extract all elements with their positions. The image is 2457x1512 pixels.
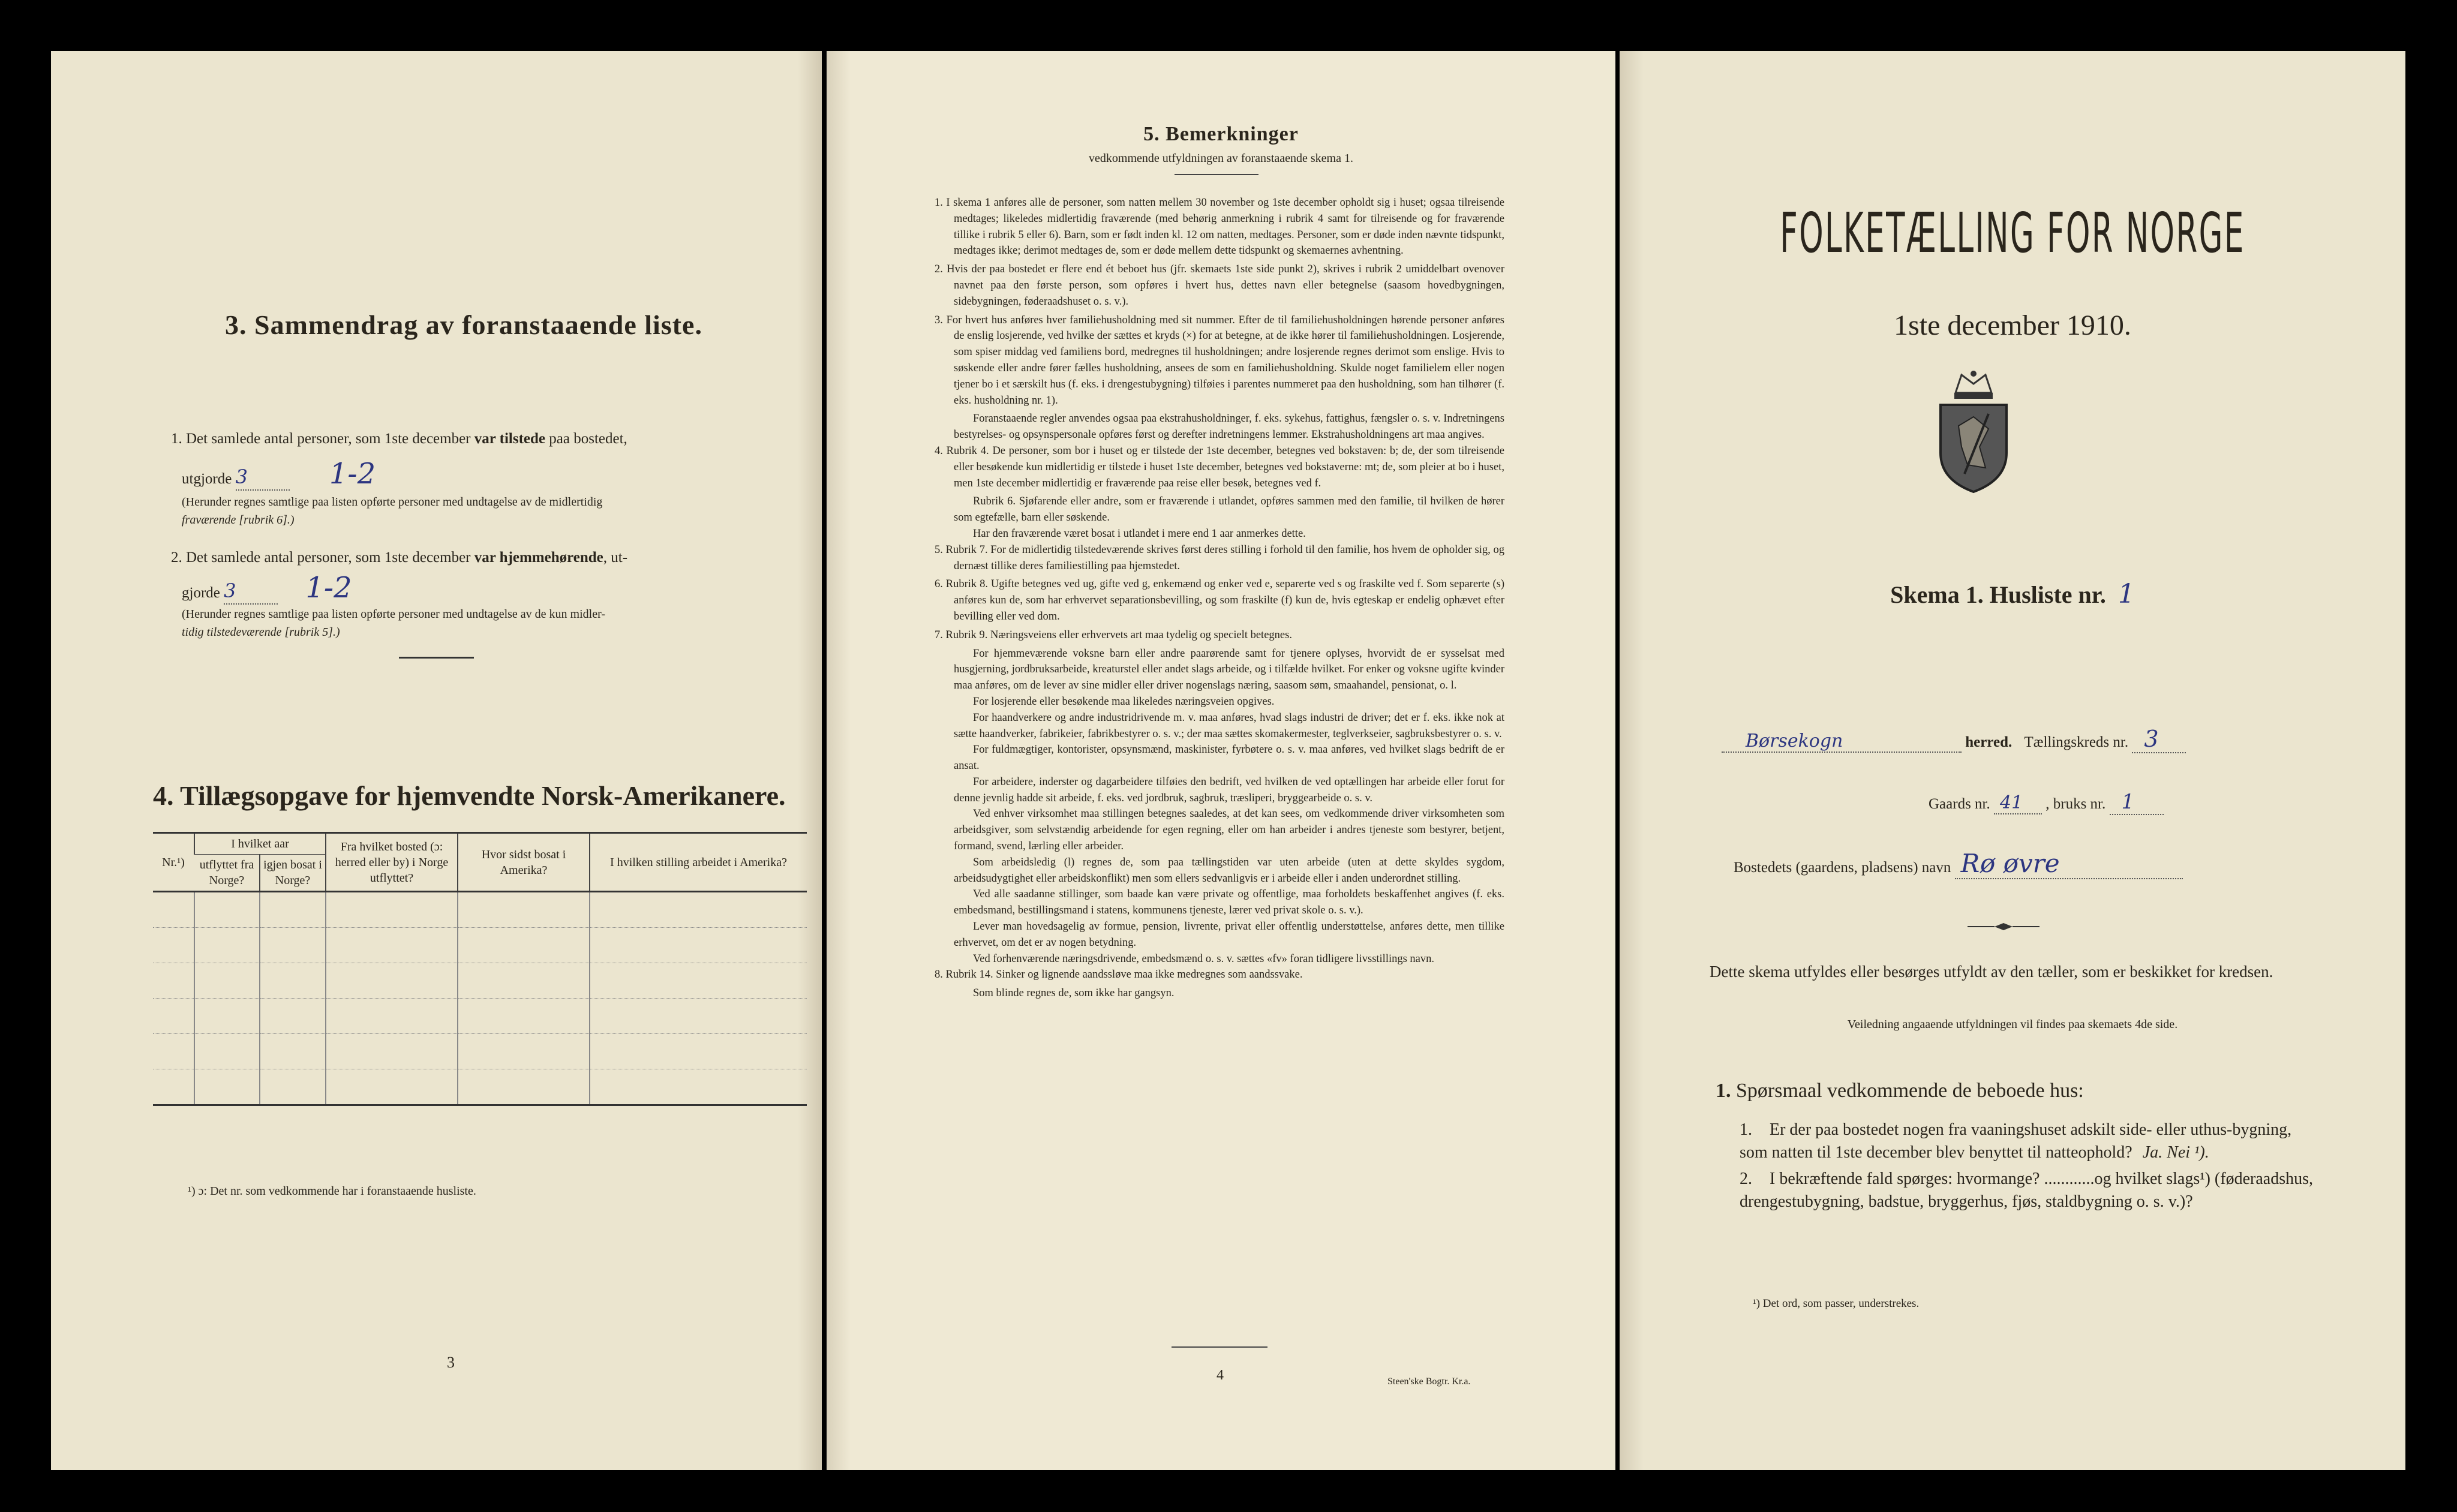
item2-bold: var hjemmehørende bbox=[474, 549, 603, 566]
bosted-value: Rø øvre bbox=[1960, 849, 2060, 878]
remark-paragraph: Har den fraværende været bosat i utlandet i mere end 1 aar anmerkes dette. bbox=[973, 527, 1306, 540]
item1-value: 3 bbox=[235, 465, 248, 488]
kreds-label: Tællingskreds nr. bbox=[2024, 734, 2129, 750]
bemerkninger-body bbox=[935, 195, 1504, 1002]
remark-paragraph: 5. Rubrik 7. For de midlertidig tilstedeværende skrives først deres stilling i forhold til den familie, hos hvem de opholder sig, og dernæst tillike deres familiestilling paa hjemstedet. bbox=[935, 543, 1504, 572]
remark-paragraph: Ved alle saadanne stillinger, som baade kan være private og offentlige, maa forholdets beskaffenhet angives (f. eks. embedsmand, bestillingsmand i statens, kommunens tjeneste, lærer ved privat skole o. s. v.). bbox=[954, 888, 1504, 917]
remark-paragraph: For haandverkere og andre industridrivende m. v. maa anføres, hvad slags industri de driver; det er f. eks. ikke nok at sætte haandverker, fabrikeier, fabrikbestyrer o. s. v.; der maa sættes skomakermester, teglverkseier, sagbruksbestyrer o. s. v. bbox=[954, 711, 1504, 740]
item2-value-field bbox=[224, 581, 278, 605]
item1-note-1: (Herunder regnes samtlige paa listen opførte personer med undtagelse av de midlertidig bbox=[182, 495, 603, 509]
remark-paragraph: For losjerende eller besøkende maa likeledes næringsveien opgives. bbox=[973, 695, 1275, 708]
section-separator bbox=[399, 657, 474, 659]
gaards-line bbox=[1929, 790, 2164, 815]
table-row bbox=[153, 928, 807, 963]
section3-item1-line bbox=[171, 429, 627, 449]
question-1-number: 1. bbox=[1740, 1120, 1752, 1139]
remark-paragraph: 8. Rubrik 14. Sinker og lignende aandssløve maa ikke medregnes som aandssvake. bbox=[935, 969, 1303, 981]
bottom-rule bbox=[1172, 1346, 1267, 1348]
item2-handwritten: 1-2 bbox=[305, 571, 352, 605]
title-rule bbox=[1175, 174, 1258, 175]
item1-handwritten: 1-2 bbox=[329, 457, 376, 491]
col-group-aar: I hvilket aar bbox=[194, 833, 326, 855]
page-number: 4 bbox=[1217, 1367, 1224, 1383]
bemerkninger-subtitle: vedkommende utfyldningen av foranstaaende skema 1. bbox=[1089, 152, 1353, 165]
remark-paragraph: Som blinde regnes de, som ikke har gangsyn. bbox=[973, 987, 1175, 1000]
remark-paragraph: Lever man hovedsagelig av formue, pension, livrente, privat eller offentlig understøttelse, anføres dette, men tillike erhvervet, om det er av nogen betydning. bbox=[954, 921, 1504, 949]
census-page-middle bbox=[827, 51, 1615, 1470]
remark-paragraph: 1. I skema 1 anføres alle de personer, som natten mellem 30 november og 1ste december opholdt sig i huset; ogsaa tilreisende medtages; likeledes midlertidig fraværende (med behørig anmerkning i rubrik 4 samt for tilreisende og for fraværende tillike i rubrik 5 eller 6). Barn, som er født inden kl. 12 om natten, medtages. Personer, som er døde inden nævnte tidspunkt, medtages ikke; derimot medtages de, som er døde mellem dette tidspunkt og skemaernes avhentning. bbox=[935, 197, 1504, 257]
table-footnote: ¹) ɔ: Det nr. som vedkommende har i foranstaaende husliste. bbox=[188, 1185, 476, 1198]
gaards-label: Gaards nr. bbox=[1929, 796, 1990, 812]
col-nr: Nr.¹) bbox=[162, 855, 185, 869]
table-row bbox=[153, 963, 807, 999]
section3-item2-line bbox=[171, 548, 627, 568]
item1-value-field bbox=[236, 467, 290, 491]
col-hvor-bosat: Hvor sidst bosat i Amerika? bbox=[458, 833, 590, 892]
husliste-nr-value: 1 bbox=[2117, 579, 2135, 609]
utgjorde-label: utgjorde bbox=[182, 471, 232, 487]
gjorde-label: gjorde bbox=[182, 585, 220, 601]
section4-title: 4. Tillægsopgave for hjemvendte Norsk-Amerikanere. bbox=[153, 780, 786, 811]
item1-text: 1. Det samlede antal personer, som 1ste december bbox=[171, 431, 474, 447]
remark-paragraph: Foranstaaende regler anvendes ogsaa paa ekstrahusholdninger, f. eks. sykehus, fattighus, fængsler o. s. v. Indretningens bestyrelses- og opsynspersonale opføres først og derefter indretningens lemmer. Ekstrahusholdningens art maa angives. bbox=[954, 413, 1504, 441]
bemerkninger-title: 5. Bemerkninger bbox=[1143, 123, 1299, 145]
section3-title: 3. Sammendrag av foranstaaende liste. bbox=[225, 309, 702, 340]
remark-paragraph: 3. For hvert hus anføres hver familiehusholdning med sit nummer. Efter de til familiehusholdningen hørende personer anføres de enslig losjerende, ved hvilke der sættes et kryds (×) for at betegne, at de ikke hører til familiehusholdningen. Losjerende, som spiser middag ved familiens bord, medregnes til husholdningen; andre losjerende regnes derimot som enslige. Hvis to søskende eller andre fører fælles husholdning, ansees de som en familiehusholdning. Skulde noget familielem eller nogen tjener bo i et særskilt hus (f. eks. i drengestubygning) tilføies i parentes nummeret paa den husholdning, som han tilhører (f. eks. husholdning nr. 1). bbox=[935, 314, 1504, 407]
item2-value: 3 bbox=[224, 579, 236, 602]
section3-item1-value-line bbox=[182, 457, 376, 491]
question-1-answer-options: Ja. Nei ¹). bbox=[2142, 1143, 2209, 1162]
questions-heading-number: 1. bbox=[1716, 1080, 1731, 1102]
gaards-value: 41 bbox=[2000, 792, 2023, 813]
herred-line bbox=[1722, 726, 2186, 753]
census-title: FOLKETÆLLING FOR NORGE bbox=[1780, 201, 2245, 265]
table-row bbox=[153, 1069, 807, 1105]
item1-note-2: fraværende [rubrik 6].) bbox=[182, 513, 295, 527]
question-2-number: 2. bbox=[1740, 1170, 1752, 1188]
bosted-label: Bostedets (gaardens, pladsens) navn bbox=[1734, 859, 1951, 876]
remark-paragraph: For arbeidere, inderster og dagarbeidere tilføies den bedrift, ved hvilken de ved optællingen har arbeide eller forut for denne jevnlig hadde sit arbeide, f. eks. ved jordbruk, sagbruk, træsliperi, bryggearbeide o. s. v. bbox=[954, 775, 1504, 804]
herred-label: herred. bbox=[1965, 734, 2013, 750]
item1-bold: var tilstede bbox=[474, 431, 546, 447]
page-fold-shadow bbox=[1620, 51, 1644, 1470]
intro-paragraph: Dette skema utfyldes eller besørges utfyldt av den tæller, som er beskikket for kredsen. bbox=[1710, 963, 2273, 981]
col-stilling: I hvilken stilling arbeidet i Amerika? bbox=[590, 833, 807, 892]
census-page-left bbox=[51, 51, 822, 1470]
item2-note-2: tidig tilstedeværende [rubrik 5].) bbox=[182, 626, 340, 639]
question-2-text: I bekræftende fald spørges: hvormange? ............og hvilket slags¹) (føderaadshus, drengestubygning, badstue, bryggerhus, fjøs, staldbygning o. s. v.)? bbox=[1740, 1170, 2313, 1211]
skema-label: Skema 1. Husliste nr. bbox=[1890, 581, 2106, 608]
veiledning-note: Veiledning angaaende utfyldningen vil findes paa skemaets 4de side. bbox=[1847, 1018, 2178, 1031]
remark-paragraph: For hjemmeværende voksne barn eller andre paarørende samt for tjenere oplyses, hvorvidt de er sysselsat med husgjerning, jordbruksarbeide, kreaturstel eller andet slags arbeide, og i tilfælde hvilket. For enker og voksne ugifte kvinder maa anføres, om de lever av sine midler eller driver nogenslags næring, saasom søm, smaahandel, pensionat, o. l. bbox=[954, 647, 1504, 692]
page-fold-shadow bbox=[798, 51, 822, 1470]
remark-paragraph: Ved forhenværende næringsdrivende, embedsmænd o. s. v. sættes «fv» foran tidligere livsstillings navn. bbox=[973, 952, 1435, 965]
questions-heading bbox=[1716, 1080, 2084, 1102]
table-row bbox=[153, 1034, 807, 1069]
bruks-label: , bruks nr. bbox=[2046, 796, 2106, 812]
table-row bbox=[153, 892, 807, 928]
remark-paragraph: Som arbeidsledig (l) regnes de, som paa tællingstiden var uten arbeide (uten at dette skyldes sygdom, arbeidsudygtighet eller arbeidskonflikt) men som ellers sedvanligvis er i arbeide eller i anden underordnet stilling. bbox=[954, 856, 1504, 885]
item1-text-end: paa bostedet, bbox=[545, 431, 627, 447]
item2-text-end: , ut- bbox=[603, 549, 628, 566]
remark-paragraph: For fuldmægtiger, kontorister, opsynsmænd, maskinister, fyrbøtere o. s. v. maa anføres, ved hvilket slags bedrift de er ansat. bbox=[954, 744, 1504, 772]
col-utflyttet: utflyttet fra Norge? bbox=[199, 858, 254, 887]
remark-paragraph: 4. Rubrik 4. De personer, som bor i huset og er tilstede der 1ste december, betegnes ved bokstaven: b; de, der som tilreisende eller besøkende kun midlertidig er tilstede i huset 1ste december, betegnes ved bokstaverne: mt; de, som pleier at bo i huset, men 1ste december midlertidig er fraværende paa reise eller besøk, betegnes ved f. bbox=[935, 444, 1504, 489]
herred-value: Børsekogn bbox=[1746, 731, 1843, 752]
printer-imprint: Steen'ske Bogtr. Kr.a. bbox=[1387, 1376, 1471, 1387]
questions-heading-text: Spørsmaal vedkommende de beboede hus: bbox=[1736, 1080, 2084, 1102]
norway-coat-of-arms-icon bbox=[1932, 369, 2016, 495]
bosted-line bbox=[1734, 849, 2183, 879]
norsk-amerikanere-table bbox=[153, 832, 807, 1106]
question-1 bbox=[1740, 1119, 2315, 1164]
census-date: 1ste december 1910. bbox=[1894, 309, 2131, 341]
ornament-divider-icon bbox=[1962, 921, 2046, 933]
page-fold-shadow bbox=[827, 51, 851, 1470]
kreds-value: 3 bbox=[2144, 726, 2159, 752]
page-number: 3 bbox=[447, 1354, 455, 1371]
col-igjen-bosat: igjen bosat i Norge? bbox=[260, 855, 326, 892]
table-row bbox=[153, 999, 807, 1034]
question-2 bbox=[1740, 1168, 2315, 1213]
right-footnote: ¹) Det ord, som passer, understrekes. bbox=[1753, 1297, 1920, 1310]
remark-paragraph: Rubrik 6. Sjøfarende eller andre, som er fraværende i utlandet, opføres sammen med den familie, til hvilken de hører som egtefælle, barn eller søskende. bbox=[954, 495, 1504, 524]
census-page-right bbox=[1620, 51, 2405, 1470]
questions-block bbox=[1740, 1119, 2315, 1213]
question-1-text: Er der paa bostedet nogen fra vaaningshuset adskilt side- eller uthus-bygning, som natten til 1ste december blev benyttet til natteophold? bbox=[1740, 1120, 2292, 1162]
remark-paragraph: 7. Rubrik 9. Næringsveiens eller erhvervets art maa tydelig og specielt betegnes. bbox=[935, 629, 1292, 641]
remark-paragraph: 6. Rubrik 8. Ugifte betegnes ved ug, gifte ved g, enkemænd og enker ved e, separerte ved s og fraskilte ved f. Som separerte (s) anføres kun de, som har erhvervet separationsbevilling, og som fraskilte (f) kun de, hvis egteskap er endelig ophævet efter bevilling eller ved dom. bbox=[935, 578, 1504, 623]
remark-paragraph: Ved enhver virksomhet maa stillingen betegnes saaledes, at det kan sees, om vedkommende driver virksomheten som arbeidsgiver, som selvstændig arbeidende for egen regning, eller om han arbeider i andres tjeneste som bestyrer, betjent, formand, svend, lærling eller arbeider. bbox=[954, 808, 1504, 853]
col-fra-bosted: Fra hvilket bosted (ɔ: herred eller by) i Norge utflyttet? bbox=[326, 833, 458, 892]
item2-text: 2. Det samlede antal personer, som 1ste december bbox=[171, 549, 474, 566]
section3-item2-value-line bbox=[182, 571, 352, 605]
remark-paragraph: 2. Hvis der paa bostedet er flere end ét beboet hus (jfr. skemaets 1ste side punkt 2), skrives i rubrik 2 umiddelbart ovenover navnet paa den første person, som opføres i hvert hus, dettes navn eller betegnelse (saasom hovedbygningen, sidebygningen, føderaadshuset o. s. v.). bbox=[935, 263, 1504, 308]
skema-heading bbox=[1620, 579, 2405, 609]
item2-note-1: (Herunder regnes samtlige paa listen opførte personer med undtagelse av de kun midler- bbox=[182, 608, 606, 621]
bruks-value: 1 bbox=[2121, 790, 2135, 814]
